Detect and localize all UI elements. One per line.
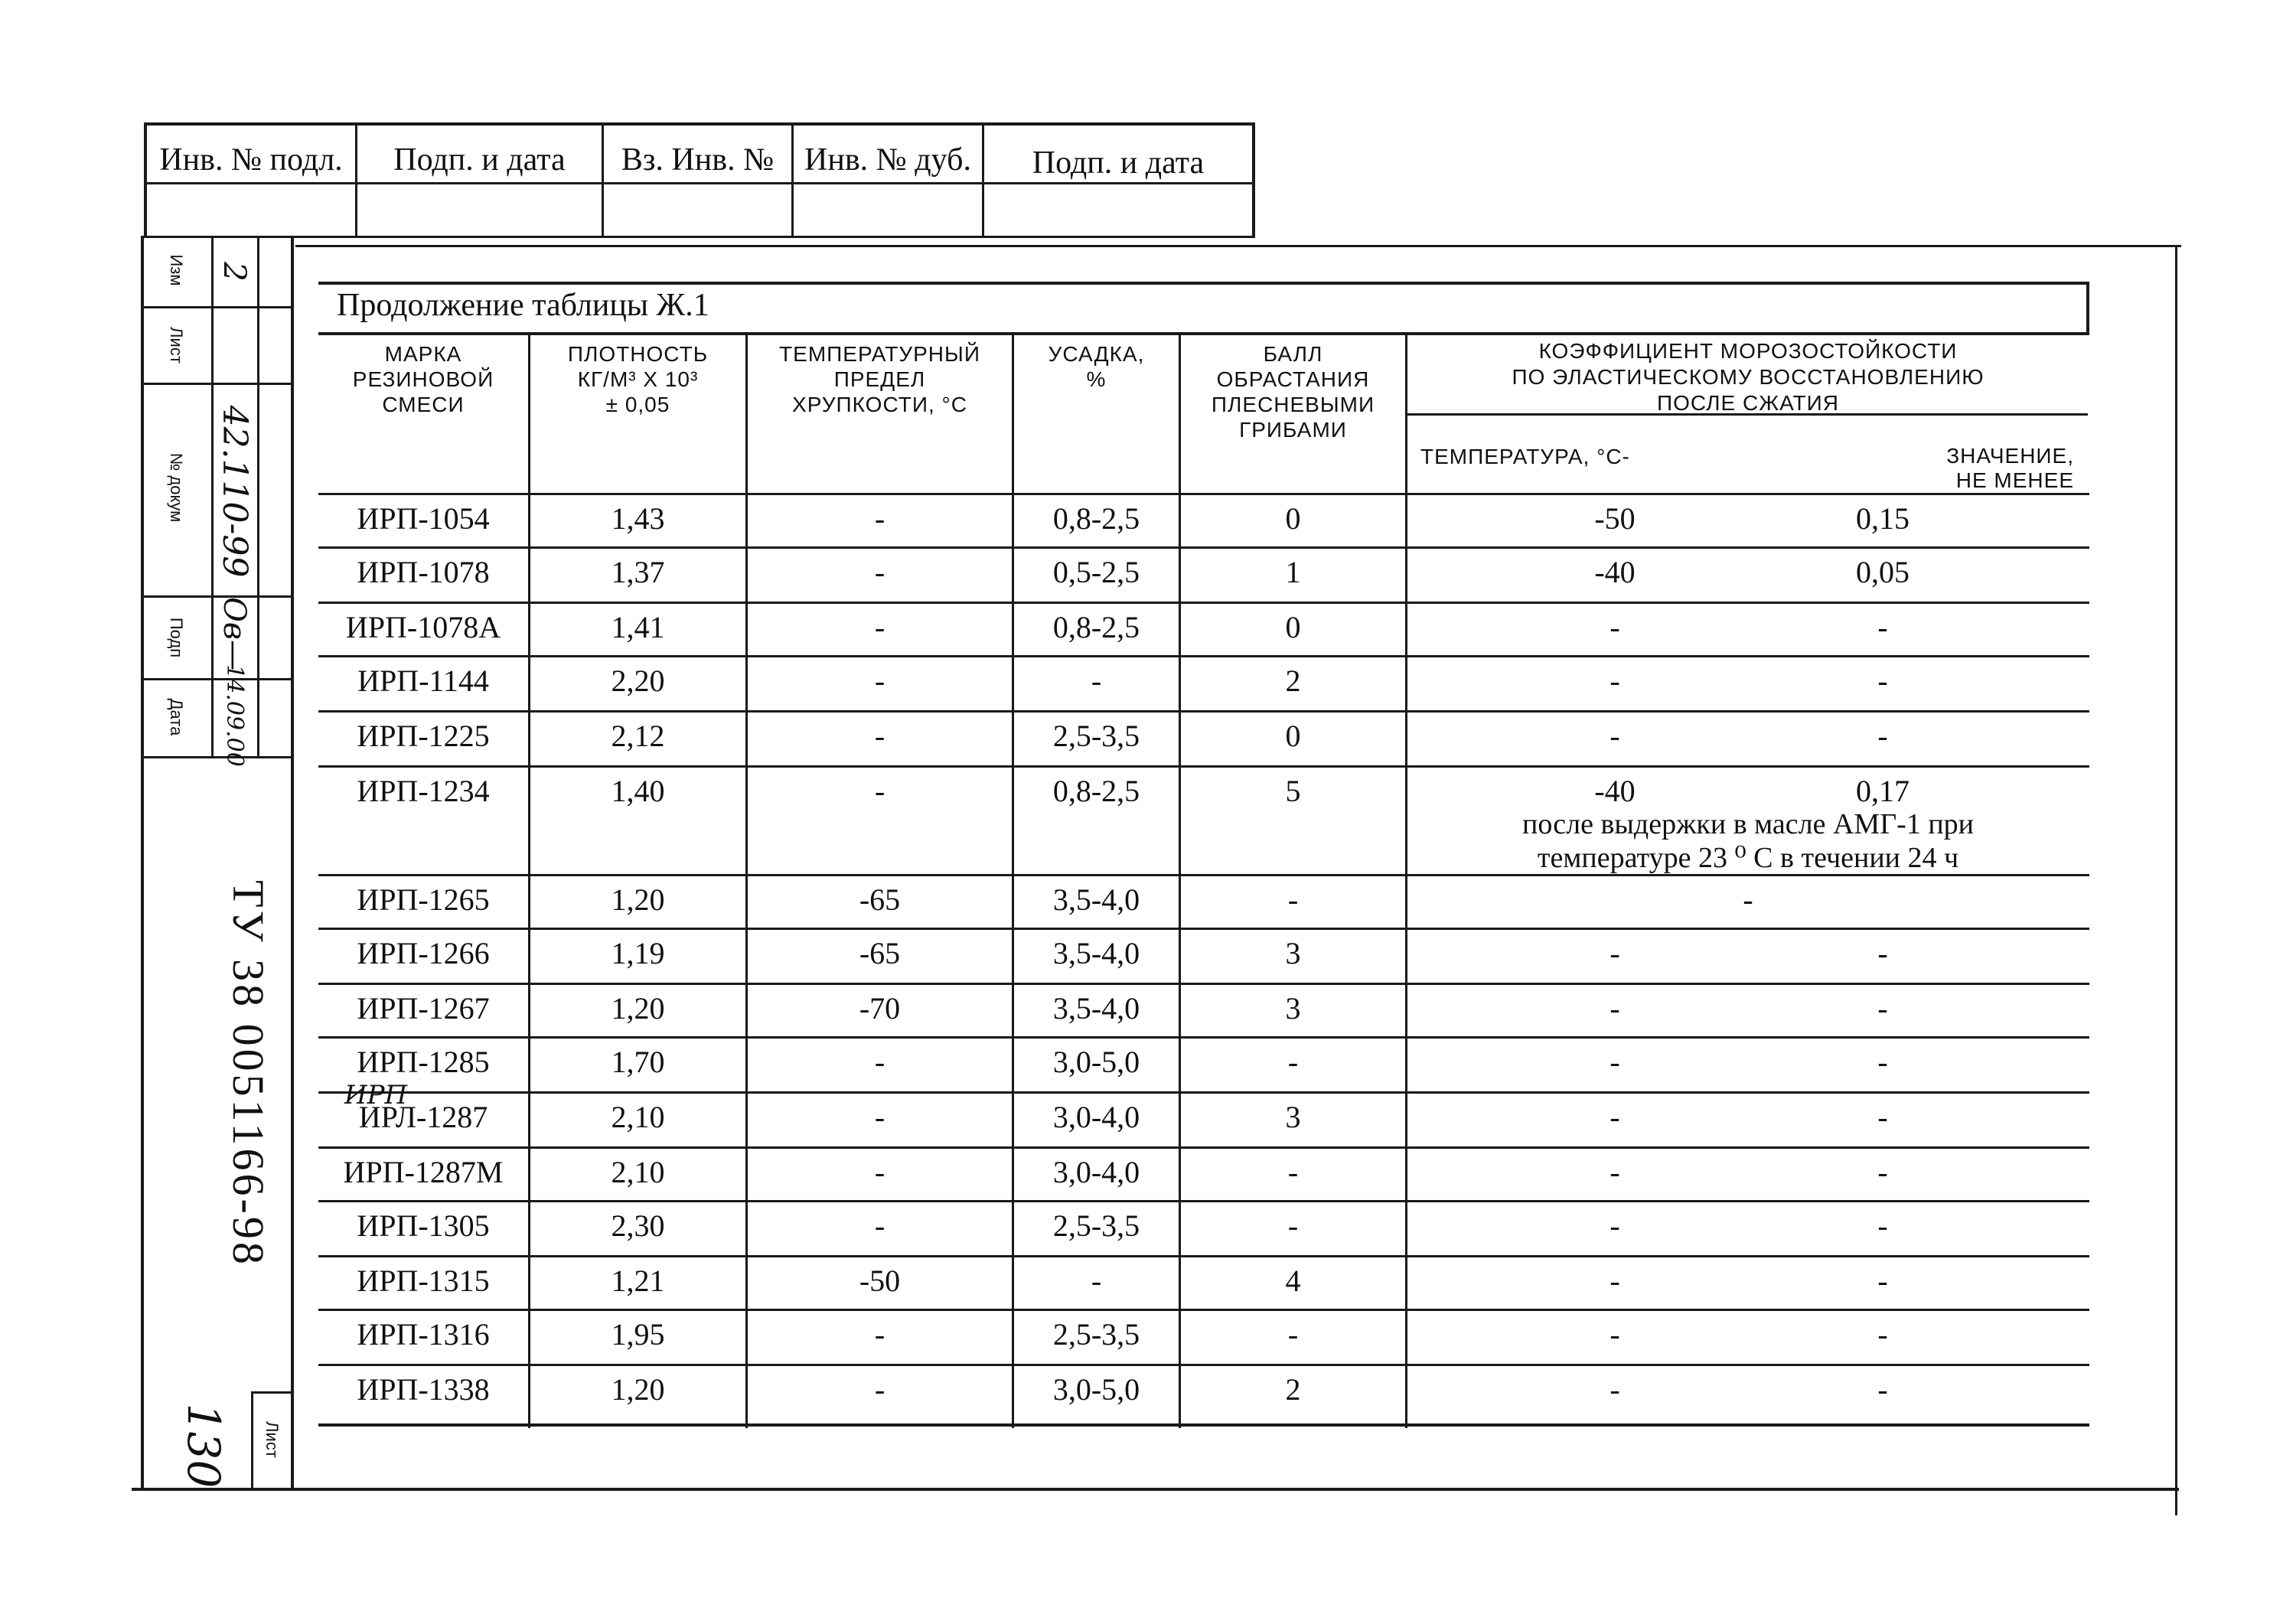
revision-number-handwritten: 2 [217, 262, 252, 282]
stamp-col-line [791, 122, 794, 237]
row-separator [318, 655, 2089, 657]
table-cell-cval: - [1877, 936, 1888, 970]
sidebar-row-line [251, 1391, 292, 1394]
table-cell-ball: 5 [1285, 774, 1301, 808]
table-cell-ctemp: -40 [1594, 774, 1636, 808]
col-header-frost-coef: КОЭФФИЦИЕНТ МОРОЗОСТОЙКОСТИ ПО ЭЛАСТИЧЕСКОМУ ВОССТАНОВЛЕНИЮ ПОСЛЕ СЖАТИЯ [1512, 339, 1985, 415]
table-cell-density: 1,21 [611, 1264, 665, 1298]
caption-box-top [318, 282, 2089, 285]
handwritten-correction: ИРП [344, 1080, 408, 1110]
stamp-border-right [1252, 122, 1255, 237]
row-separator [318, 1200, 2089, 1202]
stamp-divider [144, 182, 1255, 184]
table-cell-temp: - [874, 664, 885, 698]
doc-number-handwritten: 42.110-99 [215, 405, 254, 578]
table-cell-ball: 3 [1285, 991, 1301, 1026]
table-cell-shrink: 3,5-4,0 [1052, 936, 1140, 970]
table-cell-density: 2,12 [611, 719, 665, 753]
table-cell-marka: ИРП-1266 [357, 936, 490, 970]
table-cell-density: 1,20 [611, 882, 665, 917]
sidebar-border [291, 237, 294, 1489]
table-cell-ctemp: - [1609, 1372, 1620, 1407]
table-cell-ctemp: - [1609, 1208, 1620, 1243]
table-cell-shrink: 0,8-2,5 [1052, 774, 1140, 808]
podp-label: Подп [167, 617, 186, 658]
table-cell-shrink: 3,5-4,0 [1052, 882, 1140, 917]
table-cell-cval: - [1877, 991, 1888, 1026]
table-cell-ctemp: -40 [1594, 555, 1636, 589]
table-cell-shrink: 2,5-3,5 [1052, 719, 1140, 753]
table-cell-ball: 4 [1285, 1264, 1301, 1298]
table-cell-marka: ИРП-1316 [357, 1317, 490, 1352]
sidebar-row-line [141, 678, 292, 680]
table-cell-shrink: 3,0-4,0 [1052, 1155, 1140, 1189]
table-cell-temp: - [874, 610, 885, 644]
table-cell-density: 2,10 [611, 1155, 665, 1189]
table-cell-marka: ИРЛ-1287 [358, 1100, 488, 1134]
sheet-border-bottom [132, 1488, 2179, 1491]
table-cell-temp: -70 [859, 991, 901, 1026]
row-separator [318, 1255, 2089, 1257]
table-cell-ball: - [1287, 1045, 1299, 1079]
row-separator [318, 1309, 2089, 1311]
table-cell-cval: - [1877, 1317, 1888, 1352]
table-cell-ctemp: - [1609, 1100, 1620, 1134]
table-cell-shrink: 0,5-2,5 [1052, 555, 1140, 589]
izm-label: Изм [167, 254, 186, 286]
table-cell-ctemp: - [1609, 1317, 1620, 1352]
date-label: Дата [167, 698, 186, 736]
table-cell-shrink: 3,5-4,0 [1052, 991, 1140, 1026]
table-cell-temp: - [874, 774, 885, 808]
table-cell-temp: - [874, 1317, 885, 1352]
table-cell-coef-note: после выдержки в масле АМГ-1 при [1521, 808, 1975, 840]
table-cell-ctemp: - [1609, 1155, 1620, 1189]
row-separator [318, 602, 2089, 604]
stamp-header-vz-inv: Вз. Инв. № [621, 142, 775, 178]
table-caption: Продолжение таблицы Ж.1 [337, 288, 709, 323]
sidebar-col-line [251, 1391, 253, 1489]
list-label: Лист [167, 327, 186, 364]
table-cell-cval: - [1877, 1100, 1888, 1134]
row-separator [318, 1146, 2089, 1149]
table-cell-density: 1,40 [611, 774, 665, 808]
row-separator [318, 493, 2089, 495]
col-line [745, 334, 748, 1428]
table-cell-marka: ИРП-1078А [345, 610, 501, 644]
col-header-coef-value: ЗНАЧЕНИЕ, НЕ МЕНЕЕ [1946, 444, 2074, 492]
row-separator [318, 874, 2089, 876]
row-separator [318, 983, 2089, 985]
table-cell-marka: ИРП-1225 [357, 719, 490, 753]
table-cell-ctemp: - [1609, 719, 1620, 753]
stamp-header-inv-dub: Инв. № дуб. [804, 142, 971, 178]
stamp-col-line [355, 122, 357, 237]
table-cell-shrink: 2,5-3,5 [1052, 1317, 1140, 1352]
table-cell-ball: - [1287, 882, 1299, 917]
col-line [1012, 334, 1014, 1428]
table-cell-cval: - [1877, 1208, 1888, 1243]
col-line [1405, 334, 1407, 1428]
table-cell-density: 2,10 [611, 1100, 665, 1134]
table-cell-temp: - [874, 501, 885, 536]
table-cell-cval: - [1877, 1155, 1888, 1189]
table-cell-marka: ИРП-1305 [357, 1208, 490, 1243]
table-cell-ball: - [1287, 1208, 1299, 1243]
col-header-marka: МАРКА РЕЗИНОВОЙ СМЕСИ [352, 342, 494, 416]
table-cell-temp: - [874, 1100, 885, 1134]
sidebar-row-line [141, 383, 292, 385]
table-cell-marka: ИРП-1054 [357, 501, 490, 536]
stamp-header-podp-data-2: Подп. и дата [1032, 145, 1205, 181]
document-code: ТУ 38 0051166-98 [223, 880, 273, 1267]
table-cell-shrink: 0,8-2,5 [1052, 610, 1140, 644]
caption-box-bottom [318, 332, 2089, 335]
sheet-label: Лист [263, 1421, 282, 1458]
table-cell-shrink: 3,0-5,0 [1052, 1045, 1140, 1079]
table-cell-marka: ИРП-1144 [357, 664, 489, 698]
date-handwritten: 14.09.00 [221, 664, 248, 767]
table-cell-temp: - [874, 555, 885, 589]
table-cell-coef-merged: - [1743, 882, 1753, 917]
table-cell-cval: - [1877, 719, 1888, 753]
row-separator [318, 1036, 2089, 1039]
table-cell-temp: - [874, 1155, 885, 1189]
table-cell-density: 1,20 [611, 991, 665, 1026]
table-cell-marka: ИРП-1287М [343, 1155, 504, 1189]
table-cell-density: 1,43 [611, 501, 665, 536]
col-header-mold: БАЛЛ ОБРАСТАНИЯ ПЛЕСНЕВЫМИ ГРИБАМИ [1211, 342, 1375, 442]
table-cell-cval: 0,05 [1856, 555, 1910, 589]
table-cell-cval: - [1877, 1372, 1888, 1407]
table-cell-cval: 0,15 [1856, 501, 1910, 536]
table-cell-shrink: 0,8-2,5 [1052, 501, 1140, 536]
stamp-border-top [144, 122, 1255, 126]
table-cell-density: 1,37 [611, 555, 665, 589]
table-cell-marka: ИРП-1234 [357, 774, 490, 808]
table-cell-marka: ИРП-1338 [357, 1372, 490, 1407]
table-cell-temp: - [874, 1045, 885, 1079]
table-cell-ctemp: - [1609, 936, 1620, 970]
table-cell-density: 1,95 [611, 1317, 665, 1352]
table-cell-temp: - [874, 719, 885, 753]
table-cell-ball: - [1287, 1317, 1299, 1352]
table-cell-ctemp: - [1609, 664, 1620, 698]
table-cell-shrink: 3,0-5,0 [1052, 1372, 1140, 1407]
table-cell-cval: - [1877, 1045, 1888, 1079]
caption-box-right [2086, 282, 2089, 334]
stamp-border-left [144, 122, 147, 237]
table-cell-temp: -50 [859, 1264, 901, 1298]
table-cell-shrink: 3,0-4,0 [1052, 1100, 1140, 1134]
table-cell-ctemp: - [1609, 1264, 1620, 1298]
table-cell-density: 1,70 [611, 1045, 665, 1079]
table-cell-ball: 3 [1285, 936, 1301, 970]
table-cell-temp: - [874, 1372, 885, 1407]
sheet-border-left [141, 236, 144, 1489]
table-cell-ball: 2 [1285, 664, 1301, 698]
table-cell-density: 2,30 [611, 1208, 665, 1243]
table-cell-density: 1,41 [611, 610, 665, 644]
table-cell-marka: ИРП-1265 [357, 882, 490, 917]
stamp-header-inv-podl: Инв. № подл. [159, 142, 343, 178]
signature-handwritten: Ов— [217, 596, 252, 671]
table-cell-density: 1,20 [611, 1372, 665, 1407]
col-header-coef-temp: ТЕМПЕРАТУРА, °С- [1420, 445, 1630, 468]
stamp-header-podp-data: Подп. и дата [393, 142, 566, 178]
sheet-border-top [295, 245, 2181, 247]
table-cell-marka: ИРП-1267 [357, 991, 490, 1026]
table-cell-marka: ИРП-1315 [357, 1264, 490, 1298]
table-cell-ball: 0 [1285, 501, 1301, 536]
row-separator [318, 546, 2089, 549]
table-cell-density: 1,19 [611, 936, 665, 970]
table-cell-ball: 1 [1285, 555, 1301, 589]
row-separator [318, 1091, 2089, 1094]
table-cell-cval: 0,17 [1856, 774, 1910, 808]
row-separator [318, 928, 2089, 930]
stamp-border-bottom [144, 236, 1255, 238]
row-separator [318, 710, 2089, 713]
table-cell-density: 2,20 [611, 664, 665, 698]
table-cell-shrink: - [1091, 1264, 1102, 1298]
table-cell-ball: 3 [1285, 1100, 1301, 1134]
row-separator [318, 765, 2089, 768]
stamp-col-line [602, 122, 604, 237]
col-line [528, 334, 530, 1428]
table-cell-ball: 2 [1285, 1372, 1301, 1407]
table-cell-temp: - [874, 1208, 885, 1243]
col-line [1179, 334, 1181, 1428]
sidebar-row-line [141, 306, 292, 308]
table-cell-ctemp: - [1609, 991, 1620, 1026]
sidebar-row-line [141, 756, 292, 758]
table-cell-ctemp: -50 [1594, 501, 1636, 536]
table-cell-ball: 0 [1285, 719, 1301, 753]
sheet-number-handwritten: 130 [178, 1403, 230, 1489]
table-cell-ctemp: - [1609, 610, 1620, 644]
table-cell-temp: -65 [859, 936, 901, 970]
table-bottom-line [318, 1423, 2089, 1427]
table-cell-cval: - [1877, 610, 1888, 644]
table-cell-temp: -65 [859, 882, 901, 917]
table-cell-coef-note: температуре 23 ⁰ С в течении 24 ч [1537, 842, 1959, 874]
doc-number-label: № докум [167, 452, 186, 523]
table-cell-shrink: - [1091, 664, 1102, 698]
table-cell-marka: ИРП-1078 [357, 555, 490, 589]
sheet-border-right [2175, 245, 2177, 1515]
table-cell-cval: - [1877, 1264, 1888, 1298]
table-cell-ctemp: - [1609, 1045, 1620, 1079]
stamp-col-line [982, 122, 984, 237]
table-cell-shrink: 2,5-3,5 [1052, 1208, 1140, 1243]
col-header-density: ПЛОТНОСТЬ КГ/М³ Х 10³ ± 0,05 [567, 342, 709, 416]
col-header-temp-limit: ТЕМПЕРАТУРНЫЙ ПРЕДЕЛ ХРУПКОСТИ, °С [779, 342, 980, 416]
col-header-shrink: УСАДКА, % [1048, 342, 1145, 391]
row-separator [318, 1364, 2089, 1366]
table-cell-ball: 0 [1285, 610, 1301, 644]
table-cell-cval: - [1877, 664, 1888, 698]
table-cell-ball: - [1287, 1155, 1299, 1189]
table-cell-marka: ИРП-1285 [357, 1045, 490, 1079]
